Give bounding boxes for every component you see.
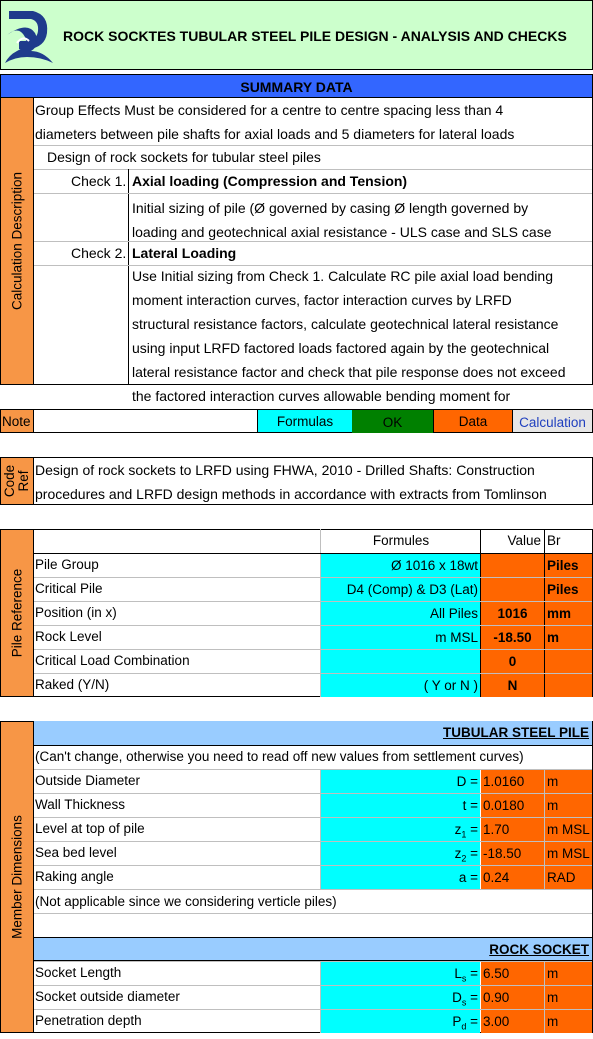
check2-text: Use Initial sizing from Check 1. Calculate RC pile axial load bending moment interaction curves, factor interaction curves by LRFD structural resistance factors, calculate geotechnical lateral resistance using input LRFD factored loads factored again by the geotechnical lateral resistance factor and check that pile response does not exceed the factored interaction curves allowable bending moment for xyxy=(132,268,566,404)
pile-row-label: Rock Level xyxy=(35,629,102,644)
dimension-unit: m xyxy=(545,962,592,985)
code-ref-label: Code Ref xyxy=(0,457,34,505)
pile-row-formula: Ø 1016 x 18wt xyxy=(321,554,480,577)
dimension-symbol: a = xyxy=(321,866,480,889)
dimension-symbol: $z_2$ = xyxy=(321,842,480,865)
dimension-value: 0.0180 xyxy=(481,794,544,817)
legend-note: Note xyxy=(0,409,34,433)
dimension-label: Socket outside diameter xyxy=(35,989,180,1004)
dimension-value: -18.50 xyxy=(481,842,544,865)
pile-row-label: Pile Group xyxy=(35,557,99,572)
dimension-symbol: $P_d$ = xyxy=(321,1010,480,1033)
pile-row-unit: Piles xyxy=(545,554,592,577)
tubular-note: (Can't change, otherwise you need to read off new values from settlement curves) xyxy=(35,749,524,764)
pile-row-formula: m MSL xyxy=(321,626,480,649)
col-br: Br xyxy=(547,533,561,548)
dimension-value: 1.70 xyxy=(481,818,544,841)
dimension-unit: m xyxy=(545,986,592,1009)
legend-formulas: Formulas xyxy=(257,409,353,433)
dimension-value: 0.90 xyxy=(481,986,544,1009)
group-effects-text: Group Effects Must be considered for a centre to centre spacing less than 4 diameters between pile shafts for axial loads and 5 diameters for lateral loads xyxy=(35,102,515,142)
dimension-unit: m xyxy=(545,1010,592,1033)
dimension-label: Socket Length xyxy=(35,965,122,980)
dimension-unit: m xyxy=(545,794,592,817)
dimension-unit: RAD xyxy=(545,866,592,889)
pile-row-value: -18.50 xyxy=(481,626,544,649)
pile-row-label: Raked (Y/N) xyxy=(35,677,110,692)
pile-row-label: Critical Pile xyxy=(35,581,103,596)
pile-row-formula: All Piles xyxy=(321,602,480,625)
pile-row-value: 0 xyxy=(481,650,544,673)
dimension-value: 3.00 xyxy=(481,1010,544,1033)
check2-label: Check 2. xyxy=(71,245,127,261)
legend-ok: OK xyxy=(352,410,433,433)
dimension-unit: m MSL xyxy=(545,842,592,865)
member-dimensions-label: Member Dimensions xyxy=(0,721,34,1033)
calculation-description-label: Calculation Description xyxy=(0,97,34,385)
tubular-heading: TUBULAR STEEL PILE xyxy=(34,721,592,745)
dimension-label: Sea bed level xyxy=(35,845,117,860)
pile-row-unit xyxy=(545,650,592,673)
col-value: Value xyxy=(507,533,541,548)
pile-row-unit: Piles xyxy=(545,578,592,601)
check1-text: Initial sizing of pile (Ø governed by casing Ø length governed by loading and geotechnical axial resistance - ULS case and SLS case xyxy=(132,200,552,240)
pile-row-value: 1016 xyxy=(481,602,544,625)
dimension-value: 6.50 xyxy=(481,962,544,985)
pile-reference-label: Pile Reference xyxy=(0,529,34,697)
pile-row-label: Critical Load Combination xyxy=(35,653,190,668)
check2-title: Lateral Loading xyxy=(132,245,237,261)
not-applicable-note: (Not applicable since we considering verticle piles) xyxy=(35,894,337,909)
dimension-symbol: $L_s$ = xyxy=(321,962,480,985)
pile-row-formula: D4 (Comp) & D3 (Lat) xyxy=(321,578,480,601)
dimension-label: Penetration depth xyxy=(35,1013,142,1028)
summary-heading: SUMMARY DATA xyxy=(0,74,593,98)
rock-socket-heading: ROCK SOCKET xyxy=(34,937,592,961)
page-title: ROCK SOCKTES TUBULAR STEEL PILE DESIGN - ANALYSIS AND CHECKS xyxy=(63,28,567,44)
legend-data: Data xyxy=(433,409,513,433)
dimension-label: Wall Thickness xyxy=(35,797,126,812)
pile-row-value: N xyxy=(481,674,544,697)
check1-title: Axial loading (Compression and Tension) xyxy=(132,173,408,189)
legend-calculation: Calculation xyxy=(512,409,593,433)
pile-row-unit: mm xyxy=(545,602,592,625)
pile-row-unit: m xyxy=(545,626,592,649)
dimension-value: 1.0160 xyxy=(481,770,544,793)
dimension-symbol: $z_1$ = xyxy=(321,818,480,841)
design-line: Design of rock sockets for tubular steel piles xyxy=(47,149,321,165)
dimension-symbol: $D_s$ = xyxy=(321,986,480,1009)
dimension-symbol: t = xyxy=(321,794,480,817)
code-ref-text: Design of rock sockets to LRFD using FHWA, 2010 - Drilled Shafts: Construction procedures and LRFD design methods in accordance with extracts from Tomlinson xyxy=(35,462,547,502)
pile-row-formula: ( Y or N ) xyxy=(321,674,480,697)
check1-label: Check 1. xyxy=(71,173,127,189)
company-logo-icon xyxy=(3,5,55,65)
dimension-label: Outside Diameter xyxy=(35,773,141,788)
pile-row-formula xyxy=(321,650,480,673)
pile-row-label: Position (in x) xyxy=(35,605,117,620)
pile-row-unit xyxy=(545,674,592,697)
dimension-unit: m MSL xyxy=(545,818,592,841)
dimension-symbol: D = xyxy=(321,770,480,793)
dimension-unit: m xyxy=(545,770,592,793)
dimension-label: Level at top of pile xyxy=(35,821,145,836)
pile-row-value xyxy=(481,554,544,577)
col-formules: Formules xyxy=(372,533,430,548)
pile-row-value xyxy=(481,578,544,601)
dimension-value: 0.24 xyxy=(481,866,544,889)
dimension-label: Raking angle xyxy=(35,869,114,884)
